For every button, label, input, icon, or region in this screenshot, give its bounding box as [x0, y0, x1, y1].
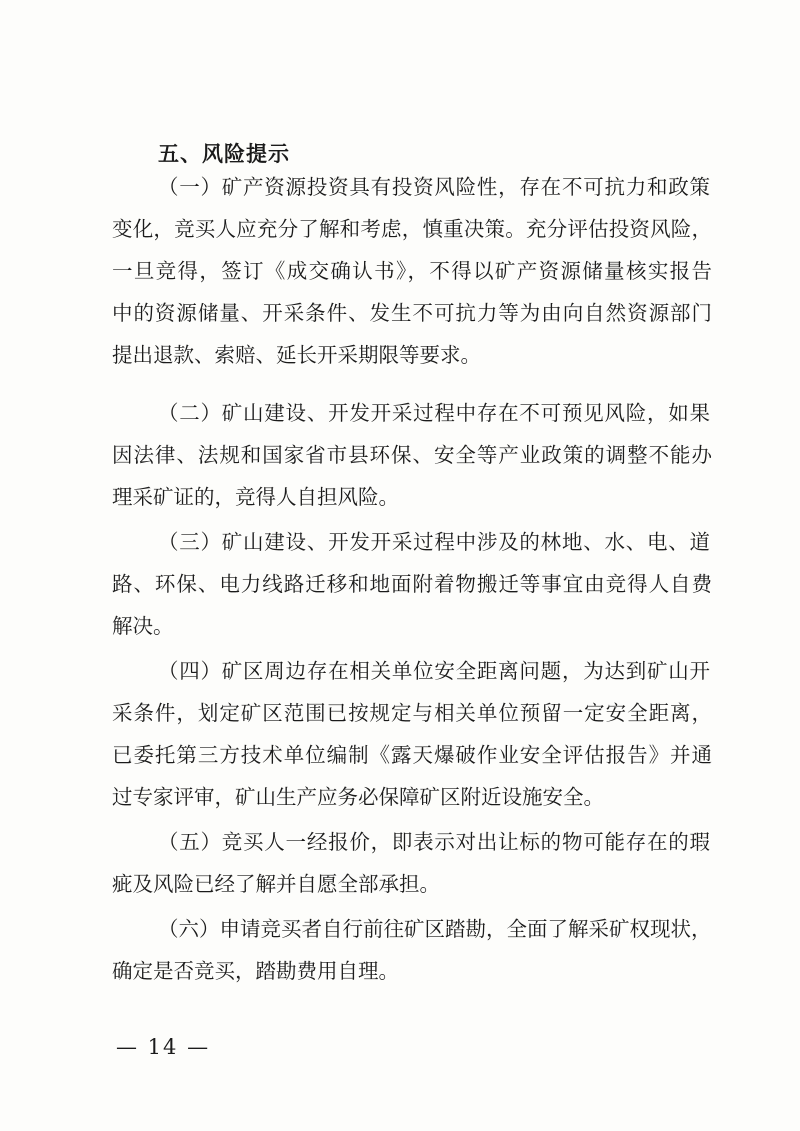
paragraph-6-line-2: 确定是否竞买，踏勘费用自理。 [112, 959, 399, 983]
paragraph-3-line-1: （三）矿山建设、开发开采过程中涉及的林地、水、电、道 [158, 530, 710, 554]
paragraph-4-line-3: 已委托第三方技术单位编制《露天爆破作业安全评估报告》并通 [112, 743, 712, 767]
paragraph-1-line-5: 提出退款、索赔、延长开采期限等要求。 [112, 343, 481, 367]
paragraph-2-line-2: 因法律、法规和国家省市县环保、安全等产业政策的调整不能办 [112, 443, 712, 467]
paragraph-1-line-3: 一旦竞得，签订《成交确认书》，不得以矿产资源储量核实报告 [112, 259, 712, 283]
paragraph-4-line-1: （四）矿区周边存在相关单位安全距离问题，为达到矿山开 [158, 659, 710, 683]
section-heading: 五、风险提示 [158, 142, 290, 166]
paragraph-5-line-2: 疵及风险已经了解并自愿全部承担。 [112, 872, 440, 896]
paragraph-4-line-2: 采条件，划定矿区范围已按规定与相关单位预留一定安全距离， [112, 701, 712, 725]
page-number: — 14 — [116, 1035, 211, 1059]
paragraph-2-line-3: 理采矿证的，竞得人自担风险。 [112, 485, 399, 509]
paragraph-3-line-3: 解决。 [112, 614, 174, 638]
paragraph-2-line-1: （二）矿山建设、开发开采过程中存在不可预见风险，如果 [158, 401, 710, 425]
paragraph-1-line-2: 变化，竞买人应充分了解和考虑，慎重决策。充分评估投资风险， [112, 217, 712, 241]
paragraph-4-line-4: 过专家评审，矿山生产应务必保障矿区附近设施安全。 [112, 785, 604, 809]
paragraph-3-line-2: 路、环保、电力线路迁移和地面附着物搬迁等事宜由竞得人自费 [112, 572, 712, 596]
paragraph-6-line-1: （六）申请竞买者自行前往矿区踏勘，全面了解采矿权现状， [158, 917, 712, 941]
paragraph-1-line-1: （一）矿产资源投资具有投资风险性，存在不可抗力和政策 [158, 175, 710, 199]
paragraph-1-line-4: 中的资源储量、开采条件、发生不可抗力等为由向自然资源部门 [112, 301, 712, 325]
paragraph-5-line-1: （五）竞买人一经报价，即表示对出让标的物可能存在的瑕 [158, 830, 710, 854]
